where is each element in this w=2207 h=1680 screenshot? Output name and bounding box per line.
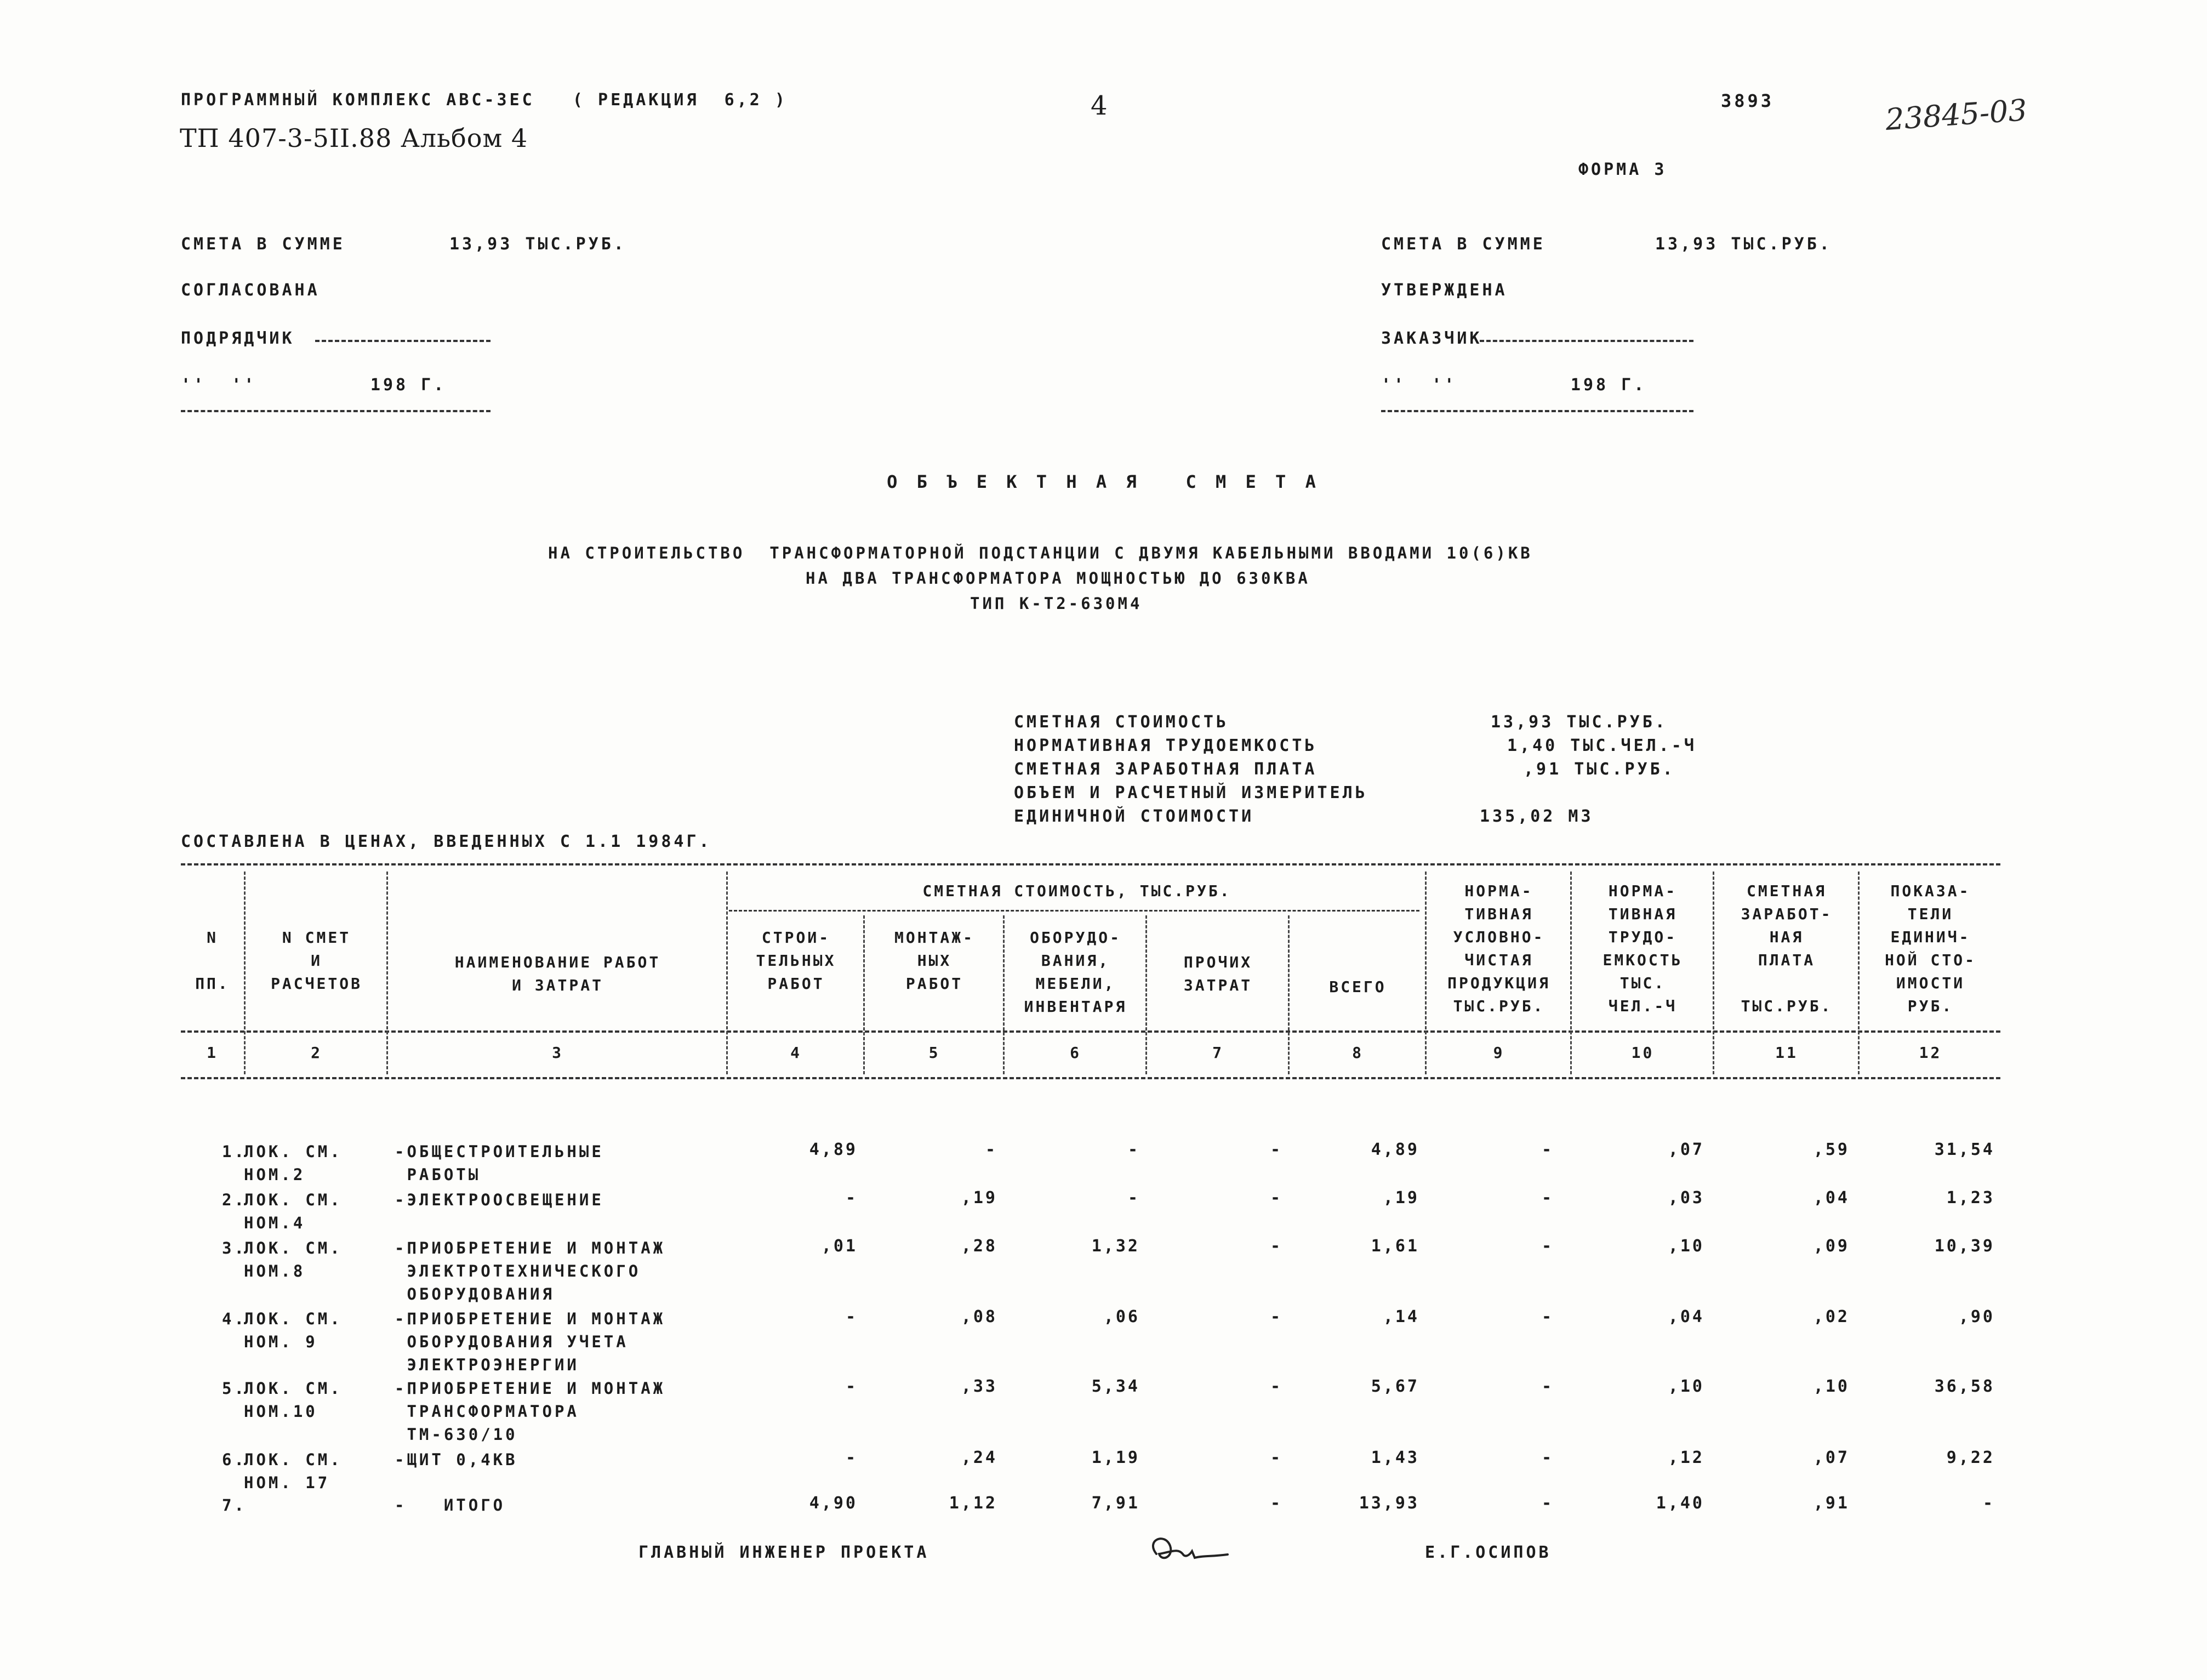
row-unit-cost: 9,22	[1946, 1448, 1995, 1467]
row-wages: ,09	[1813, 1237, 1850, 1256]
handwritten-signature	[1140, 1524, 1239, 1573]
column-header: ПОКАЗА- ТЕЛИ ЕДИНИЧ- НОЙ СТО- ИМОСТИ РУБ.	[1885, 882, 1976, 1015]
table-top-rule	[181, 863, 2000, 865]
row-total: 4,89	[1371, 1140, 1419, 1159]
row-installation: -	[985, 1140, 997, 1159]
row-number: 6.	[222, 1450, 247, 1469]
row-name: - ИТОГО	[395, 1496, 506, 1514]
subtitle-line-1: НА СТРОИТЕЛЬСТВО ТРАНСФОРМАТОРНОЙ ПОДСТАНЦИИ С ДВУМЯ КАБЕЛЬНЫМИ ВВОДАМИ 10(6)КВ	[548, 544, 1533, 562]
row-ref: ЛОК. СМ. НОМ. 17	[244, 1450, 343, 1492]
row-equipment: 7,91	[1091, 1494, 1140, 1513]
row-equipment: -	[1127, 1140, 1140, 1159]
row-ref: ЛОК. СМ. НОМ.8	[244, 1239, 343, 1280]
status-label: СОГЛАСОВАНА	[181, 281, 320, 300]
row-name: -ЩИТ 0,4КВ	[395, 1450, 518, 1469]
subtitle-line-2: НА ДВА ТРАНСФОРМАТОРА МОЩНОСТЬЮ ДО 630КВА	[806, 569, 1310, 588]
row-number: 3.	[222, 1239, 247, 1257]
row-number: 4.	[222, 1309, 247, 1328]
signatory-role: ГЛАВНЫЙ ИНЖЕНЕР ПРОЕКТА	[638, 1543, 929, 1562]
col-divider	[244, 872, 246, 1074]
group-header: СМЕТНАЯ СТОИМОСТЬ, ТЫС.РУБ.	[922, 882, 1231, 900]
row-installation: ,24	[961, 1448, 997, 1467]
row-name: -ПРИОБРЕТЕНИЕ И МОНТАЖ ЭЛЕКТРОТЕХНИЧЕСКОГО ОБОРУДОВАНИЯ	[395, 1239, 666, 1303]
row-name: -ЭЛЕКТРООСВЕЩЕНИЕ	[395, 1191, 604, 1209]
column-header: N СМЕТ И РАСЧЕТОВ	[271, 929, 362, 993]
column-number: 3	[552, 1044, 563, 1062]
group-rule	[729, 910, 1419, 912]
signature-line	[1480, 340, 1693, 342]
sum-value: 13,93 ТЫС.РУБ.	[449, 235, 626, 254]
document-code: 23845-03	[1884, 93, 2028, 137]
row-labor: 1,40	[1656, 1494, 1704, 1513]
row-construction: ,01	[821, 1237, 858, 1256]
row-construction: -	[845, 1377, 858, 1396]
row-labor: ,10	[1668, 1237, 1704, 1256]
row-labor: ,07	[1668, 1140, 1704, 1159]
row-installation: ,19	[961, 1188, 997, 1208]
col-divider	[1288, 915, 1290, 1074]
sum-value: 13,93 ТЫС.РУБ.	[1655, 235, 1832, 254]
column-number: 9	[1493, 1044, 1505, 1062]
column-header: ОБОРУДО- ВАНИЯ, МЕБЕЛИ, ИНВЕНТАРЯ	[1024, 929, 1127, 1016]
row-unit-cost: ,90	[1958, 1307, 1995, 1326]
column-header: N ПП.	[195, 929, 230, 993]
row-net-production: -	[1541, 1377, 1554, 1396]
row-total: 1,61	[1371, 1237, 1419, 1256]
subtitle-line-3: ТИП К-Т2-630М4	[970, 594, 1143, 613]
column-number: 1	[207, 1044, 218, 1062]
col-divider	[1858, 872, 1860, 1074]
row-number: 2.	[222, 1191, 247, 1209]
row-installation: 1,12	[949, 1494, 997, 1513]
row-wages: ,91	[1813, 1494, 1850, 1513]
row-total: 13,93	[1359, 1494, 1419, 1513]
column-number: 5	[928, 1044, 940, 1062]
summary-value: 13,93 ТЫС.РУБ.	[1491, 713, 1668, 732]
row-wages: ,04	[1813, 1188, 1850, 1208]
row-construction: -	[845, 1307, 858, 1326]
album-line: ТП 407-3-5II.88 Альбом 4	[180, 123, 528, 153]
row-other: -	[1270, 1448, 1282, 1467]
row-equipment: -	[1127, 1188, 1140, 1208]
program-line: ПРОГРАММНЫЙ КОМПЛЕКС АВС-3ЕС ( РЕДАКЦИЯ 6,2 )	[181, 90, 788, 110]
row-net-production: -	[1541, 1237, 1554, 1256]
row-construction: -	[845, 1188, 858, 1208]
row-equipment: 1,32	[1091, 1237, 1140, 1256]
row-installation: ,28	[961, 1237, 997, 1256]
summary-value: ,91 ТЫС.РУБ.	[1524, 760, 1675, 779]
column-header: МОНТАЖ- НЫХ РАБОТ	[894, 929, 974, 993]
status-label: УТВЕРЖДЕНА	[1381, 281, 1508, 300]
form-label: ФОРМА 3	[1578, 160, 1667, 179]
prices-note: СОСТАВЛЕНА В ЦЕНАХ, ВВЕДЕННЫХ С 1.1 1984Г.	[181, 832, 712, 851]
column-header: ПРОЧИХ ЗАТРАТ	[1183, 953, 1253, 994]
date-label: '' '' 198 Г.	[181, 375, 447, 395]
column-header: ВСЕГО	[1329, 978, 1387, 996]
sum-label: СМЕТА В СУММЕ	[181, 235, 345, 254]
row-ref: ЛОК. СМ. НОМ.10	[244, 1379, 343, 1421]
row-equipment: 5,34	[1091, 1377, 1140, 1396]
row-net-production: -	[1541, 1494, 1554, 1513]
row-unit-cost: -	[1982, 1494, 1995, 1513]
col-divider	[726, 872, 728, 1074]
col-divider	[1145, 915, 1147, 1074]
column-header: СТРОИ- ТЕЛЬНЫХ РАБОТ	[756, 929, 836, 993]
column-number: 4	[790, 1044, 802, 1062]
page-number: 4	[1091, 90, 1108, 121]
column-number: 7	[1212, 1044, 1224, 1062]
row-wages: ,59	[1813, 1140, 1850, 1159]
row-total: ,14	[1383, 1307, 1419, 1326]
row-net-production: -	[1541, 1140, 1554, 1159]
row-labor: ,03	[1668, 1188, 1704, 1208]
row-wages: ,07	[1813, 1448, 1850, 1467]
row-unit-cost: 31,54	[1934, 1140, 1995, 1159]
row-total: 5,67	[1371, 1377, 1419, 1396]
row-name: -ПРИОБРЕТЕНИЕ И МОНТАЖ ТРАНСФОРМАТОРА ТМ-630/10	[395, 1379, 666, 1444]
party-label: ЗАКАЗЧИК	[1381, 329, 1482, 348]
row-unit-cost: 10,39	[1934, 1237, 1995, 1256]
row-number: 7.	[222, 1496, 247, 1514]
row-name: -ПРИОБРЕТЕНИЕ И МОНТАЖ ОБОРУДОВАНИЯ УЧЕТА ЭЛЕКТРОЭНЕРГИИ	[395, 1309, 666, 1374]
column-number: 11	[1775, 1044, 1798, 1062]
column-number: 2	[311, 1044, 322, 1062]
row-other: -	[1270, 1307, 1282, 1326]
col-divider	[1713, 872, 1714, 1074]
party-label: ПОДРЯДЧИК	[181, 329, 295, 348]
header-bottom-rule	[181, 1030, 2000, 1033]
column-number: 8	[1352, 1044, 1364, 1062]
document-title: О Б Ъ Е К Т Н А Я С М Е Т А	[887, 471, 1320, 492]
summary-value: 1,40 ТЫС.ЧЕЛ.-Ч	[1507, 736, 1697, 755]
date-underline	[1381, 410, 1693, 412]
row-labor: ,10	[1668, 1377, 1704, 1396]
row-ref: ЛОК. СМ. НОМ.2	[244, 1142, 343, 1184]
row-other: -	[1270, 1237, 1282, 1256]
row-ref: ЛОК. СМ. НОМ.4	[244, 1191, 343, 1232]
col-divider	[1425, 872, 1427, 1074]
summary-label: ЕДИНИЧНОЙ СТОИМОСТИ	[1014, 807, 1254, 826]
row-unit-cost: 1,23	[1946, 1188, 1995, 1208]
row-unit-cost: 36,58	[1934, 1377, 1995, 1396]
row-installation: ,08	[961, 1307, 997, 1326]
row-other: -	[1270, 1494, 1282, 1513]
column-number: 12	[1919, 1044, 1942, 1062]
row-installation: ,33	[961, 1377, 997, 1396]
row-labor: ,12	[1668, 1448, 1704, 1467]
col-divider	[863, 915, 865, 1074]
row-net-production: -	[1541, 1307, 1554, 1326]
column-header: НОРМА- ТИВНАЯ УСЛОВНО- ЧИСТАЯ ПРОДУКЦИЯ ТЫС.РУБ.	[1447, 882, 1550, 1015]
numbers-bottom-rule	[181, 1077, 2000, 1079]
column-number: 6	[1070, 1044, 1081, 1062]
row-ref: ЛОК. СМ. НОМ. 9	[244, 1309, 343, 1351]
summary-label: СМЕТНАЯ СТОИМОСТЬ	[1014, 713, 1229, 732]
row-construction: 4,90	[809, 1494, 858, 1513]
row-construction: 4,89	[809, 1140, 858, 1159]
row-labor: ,04	[1668, 1307, 1704, 1326]
row-equipment: 1,19	[1091, 1448, 1140, 1467]
column-number: 10	[1631, 1044, 1655, 1062]
row-other: -	[1270, 1188, 1282, 1208]
date-label: '' '' 198 Г.	[1381, 375, 1647, 395]
row-wages: ,02	[1813, 1307, 1850, 1326]
summary-value: 135,02 М3	[1480, 807, 1594, 826]
row-number: 1.	[222, 1142, 247, 1161]
signature-line	[315, 340, 491, 342]
summary-label: ОБЪЕМ И РАСЧЕТНЫЙ ИЗМЕРИТЕЛЬ	[1014, 783, 1368, 802]
summary-label: НОРМАТИВНАЯ ТРУДОЕМКОСТЬ	[1014, 736, 1318, 755]
date-underline	[181, 410, 491, 412]
sum-label: СМЕТА В СУММЕ	[1381, 235, 1546, 254]
summary-label: СМЕТНАЯ ЗАРАБОТНАЯ ПЛАТА	[1014, 760, 1318, 779]
row-other: -	[1270, 1140, 1282, 1159]
signatory-name: Е.Г.ОСИПОВ	[1425, 1543, 1552, 1562]
row-wages: ,10	[1813, 1377, 1850, 1396]
row-other: -	[1270, 1377, 1282, 1396]
row-number: 5.	[222, 1379, 247, 1398]
row-net-production: -	[1541, 1448, 1554, 1467]
row-name: -ОБЩЕСТРОИТЕЛЬНЫЕ РАБОТЫ	[395, 1142, 604, 1184]
col-divider	[386, 872, 388, 1074]
sheet-code: 3893	[1721, 90, 1775, 111]
row-total: 1,43	[1371, 1448, 1419, 1467]
col-divider	[1570, 872, 1572, 1074]
row-net-production: -	[1541, 1188, 1554, 1208]
row-equipment: ,06	[1103, 1307, 1140, 1326]
column-header: НОРМА- ТИВНАЯ ТРУДО- ЕМКОСТЬ ТЫС. ЧЕЛ.-Ч	[1603, 882, 1683, 1015]
column-header: СМЕТНАЯ ЗАРАБОТ- НАЯ ПЛАТА ТЫС.РУБ.	[1741, 882, 1833, 1015]
row-total: ,19	[1383, 1188, 1419, 1208]
column-header: НАИМЕНОВАНИЕ РАБОТ И ЗАТРАТ	[454, 953, 661, 994]
col-divider	[1003, 915, 1005, 1074]
row-construction: -	[845, 1448, 858, 1467]
